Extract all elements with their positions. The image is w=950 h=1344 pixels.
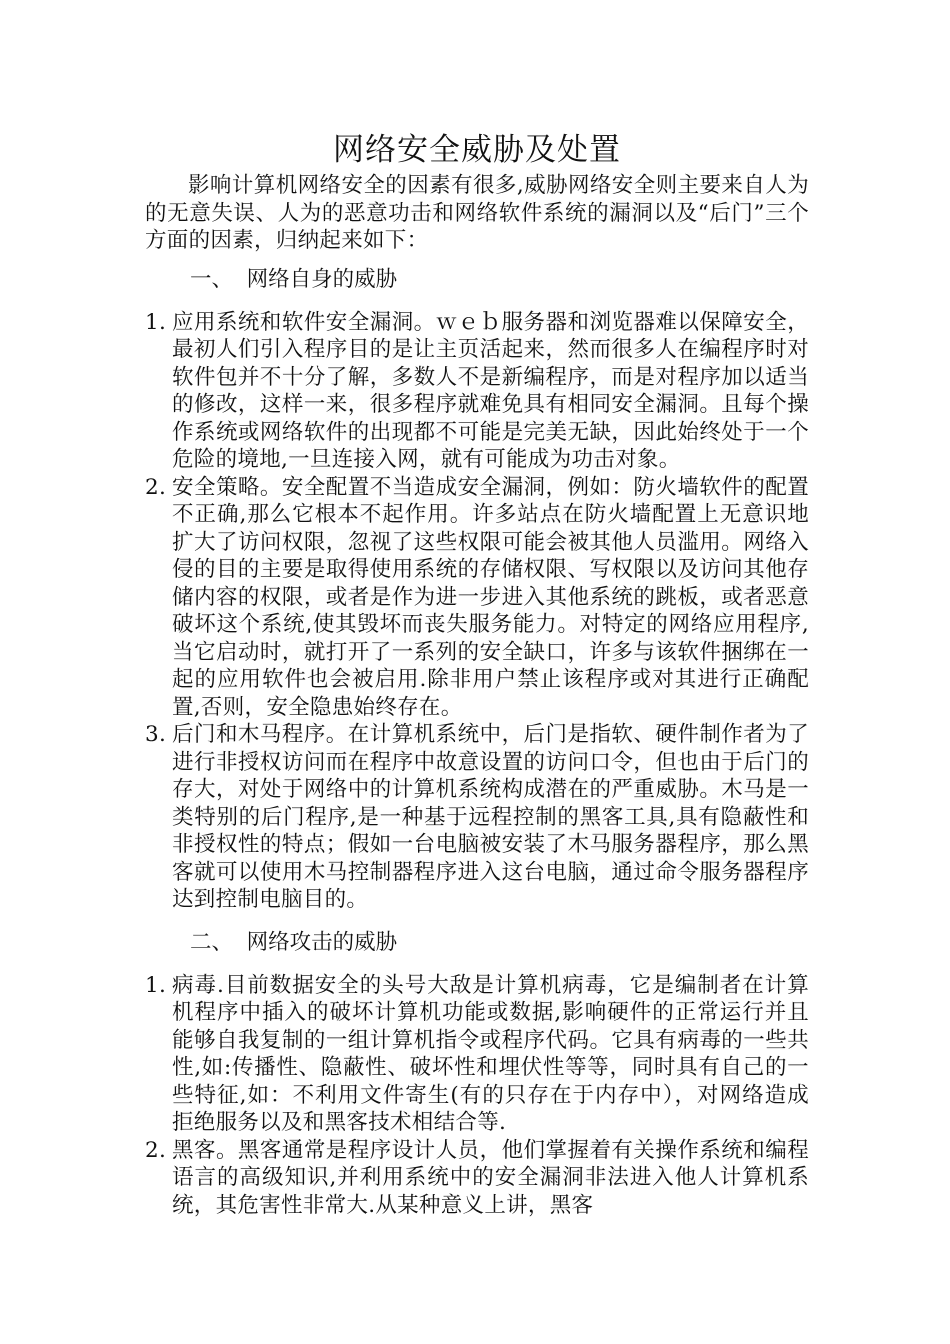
list-item-number: 2. xyxy=(145,474,167,500)
document-page xyxy=(145,128,809,1219)
list-item xyxy=(145,721,809,914)
section-heading: 二、 网络攻击的威胁 xyxy=(190,929,398,955)
list-item-number: 3. xyxy=(145,722,167,747)
list-item xyxy=(145,309,809,474)
section-1 xyxy=(145,265,809,914)
list-item-number: 1. xyxy=(145,972,167,998)
list-item-text: 安全策略。安全配置不当造成安全漏洞，例如：防火墙软件的配置不正确,那么它根本不起作用。许多站点在防火墙配置上无意识地扩大了访问权限，忽视了这些权限可能会被其他人员滥用。网络入侵的目的主要是取得使用系统的存储权限、写权限以及访问其他存储内容的权限，或者是作为进一步进入其他系统的跳板，或者恶意破坏这个系统,使其毁坏而丧失服务能力。对特定的网络应用程序,当它启动时，就打开了一系列的安全缺口，许多与该软件捆绑在一起的应用软件也会被启用.除非用户禁止该程序或对其进行正确配置,否则，安全隐患始终存在。 xyxy=(172,474,809,720)
section-2 xyxy=(145,928,809,1220)
list-item-text: 病毒.目前数据安全的头号大敌是计算机病毒，它是编制者在计算机程序中插入的破坏计算机功能或数据,影响硬件的正常运行并且能够自我复制的一组计算机指令或程序代码。它具有病毒的一些共性,如:传播性、隐蔽性、破坏性和埋伏性等等，同时具有自己的一些特征,如：不利用文件寄生(有的只存在于内存中），对网络造成拒绝服务以及和黑客技术相结合等. xyxy=(172,972,809,1135)
intro-paragraph: 影响计算机网络安全的因素有很多,威胁网络安全则主要来自人为的无意失误、人为的恶意功击和网络软件系统的漏洞以及“后门”三个方面的因素，归纳起来如下： xyxy=(145,173,809,253)
section-2-list xyxy=(145,972,809,1220)
section-heading: 一、 网络自身的威胁 xyxy=(190,266,398,292)
list-item-text: 应用系统和软件安全漏洞。ｗｅｂ服务器和浏览器难以保障安全，最初人们引入程序目的是让主页活起来，然而很多人在编程序时对软件包并不十分了解，多数人不是新编程序，而是对程序加以适当的修改，这样一来，很多程序就难免具有相同安全漏洞。且每个操作系统或网络软件的出现都不可能是完美无缺，因此始终处于一个危险的境地,一旦连接入网，就有可能成为功击对象。 xyxy=(172,309,809,472)
list-item-text: 后门和木马程序。在计算机系统中，后门是指软、硬件制作者为了进行非授权访问而在程序中故意设置的访问口令，但也由于后门的存大，对处于网络中的计算机系统构成潜在的严重威胁。木马是一类特别的后门程序,是一种基于远程控制的黑客工具,具有隐蔽性和非授权性的特点；假如一台电脑被安装了木马服务器程序，那么黑客就可以使用木马控制器程序进入这台电脑，通过命令服务器程序达到控制电脑目的。 xyxy=(172,722,809,912)
section-1-list xyxy=(145,309,809,914)
list-item-text: 黑客。黑客通常是程序设计人员，他们掌握着有关操作系统和编程语言的高级知识,并利用系统中的安全漏洞非法进入他人计算机系统，其危害性非常大.从某种意义上讲，黑客 xyxy=(172,1137,809,1218)
list-item-number: 1. xyxy=(145,309,167,335)
list-item-number: 2. xyxy=(145,1137,167,1163)
list-item xyxy=(145,972,809,1137)
document-title: 网络安全威胁及处置 xyxy=(333,132,621,168)
list-item xyxy=(145,474,809,722)
list-item xyxy=(145,1137,809,1220)
